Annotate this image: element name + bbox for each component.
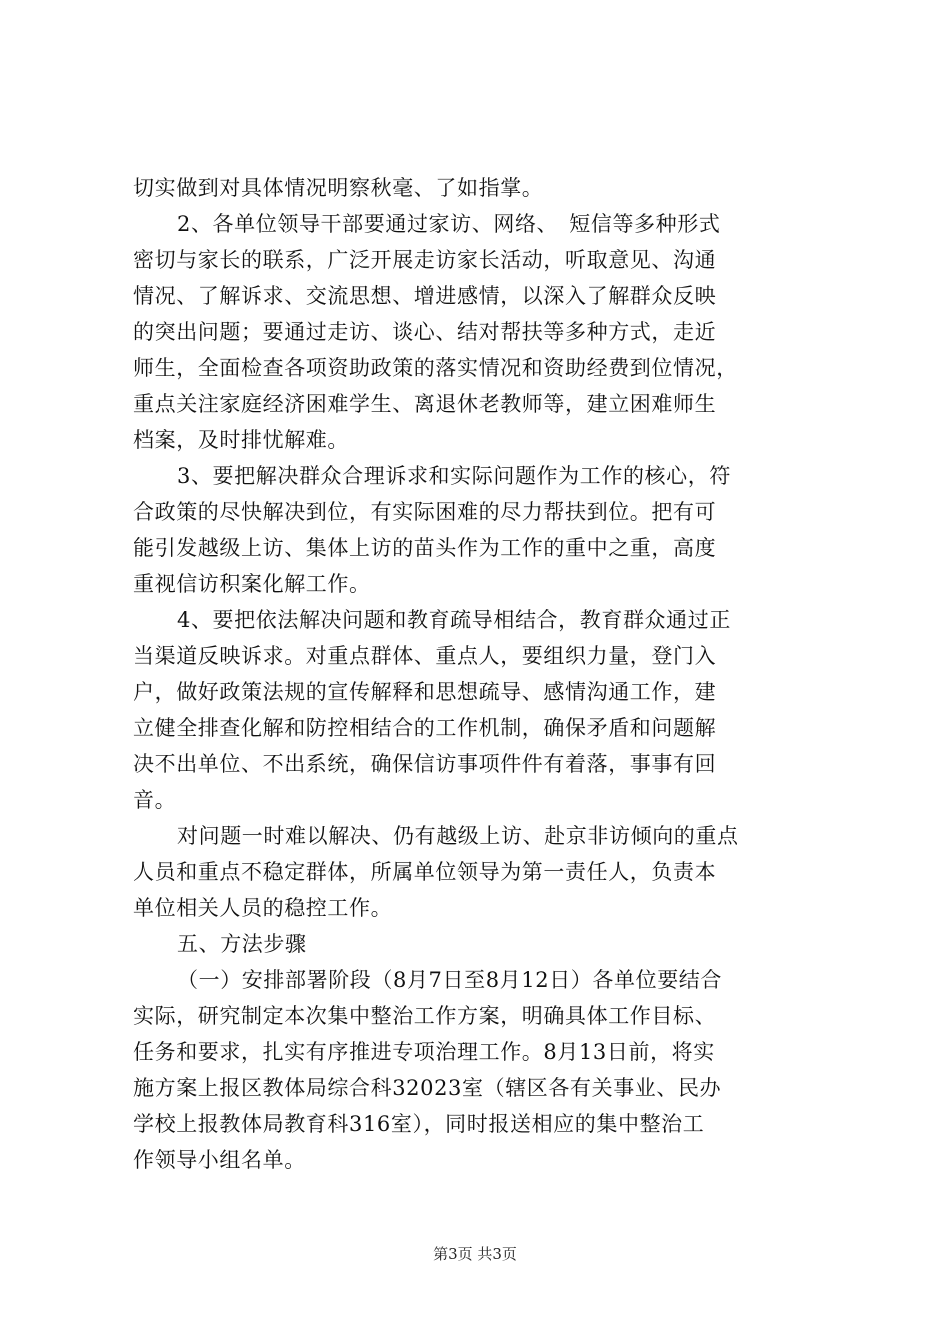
document-body	[133, 170, 853, 1178]
text-line: 的突出问题；要通过走访、谈心、结对帮扶等多种方式，走近	[133, 320, 717, 344]
text-line: 密切与家长的联系，广泛开展走访家长活动，听取意见、沟通	[133, 248, 717, 272]
text-line: 户，做好政策法规的宣传解释和思想疏导、感情沟通工作，建	[133, 680, 717, 704]
text-line: 人员和重点不稳定群体，所属单位领导为第一责任人，负责本	[133, 860, 717, 884]
text-line: 任务和要求，扎实有序推进专项治理工作。8月13日前，将实	[133, 1040, 715, 1064]
text-line: 重视信访积案化解工作。	[133, 572, 371, 596]
text-line: 当渠道反映诉求。对重点群体、重点人，要组织力量，登门入	[133, 644, 717, 668]
text-line: 切实做到对具体情况明察秋毫、了如指掌。	[133, 176, 544, 200]
text-line: 对问题一时难以解决、仍有越级上访、赴京非访倾向的重点	[177, 824, 739, 848]
text-line: 学校上报教体局教育科316室），同时报送相应的集中整治工	[133, 1112, 705, 1136]
text-line: 情况、了解诉求、交流思想、增进感情，以深入了解群众反映	[133, 284, 717, 308]
text-line: 单位相关人员的稳控工作。	[133, 896, 393, 920]
text-line: 能引发越级上访、集体上访的苗头作为工作的重中之重，高度	[133, 536, 717, 560]
text-line: 决不出单位、不出系统，确保信访事项件件有着落，事事有回	[133, 752, 717, 776]
text-line: 重点关注家庭经济困难学生、离退休老教师等，建立困难师生	[133, 392, 717, 416]
text-line: 五、方法步骤	[177, 932, 307, 956]
text-line: 作领导小组名单。	[133, 1148, 306, 1172]
text-line: 3、要把解决群众合理诉求和实际问题作为工作的核心，符	[177, 464, 731, 488]
text-line: 实际，研究制定本次集中整治工作方案，明确具体工作目标、	[133, 1004, 717, 1028]
text-line: 施方案上报区教体局综合科32023室（辖区各有关事业、民办	[133, 1076, 722, 1100]
text-line: 立健全排查化解和防控相结合的工作机制，确保矛盾和问题解	[133, 716, 717, 740]
text-line: 音。	[133, 788, 177, 812]
text-line: 合政策的尽快解决到位，有实际困难的尽力帮扶到位。把有可	[133, 500, 717, 524]
page-footer: 第3页 共3页	[433, 1245, 517, 1263]
text-line: 师生，全面检查各项资助政策的落实情况和资助经费到位情况，	[133, 356, 738, 380]
text-line: 档案，及时排忧解难。	[133, 428, 349, 452]
text-line: （一）安排部署阶段（8月7日至8月12日）各单位要结合	[177, 968, 723, 992]
text-line: 4、要把依法解决问题和教育疏导相结合，教育群众通过正	[177, 608, 731, 632]
text-line: 2、各单位领导干部要通过家访、网络、 短信等多种形式	[177, 212, 721, 236]
